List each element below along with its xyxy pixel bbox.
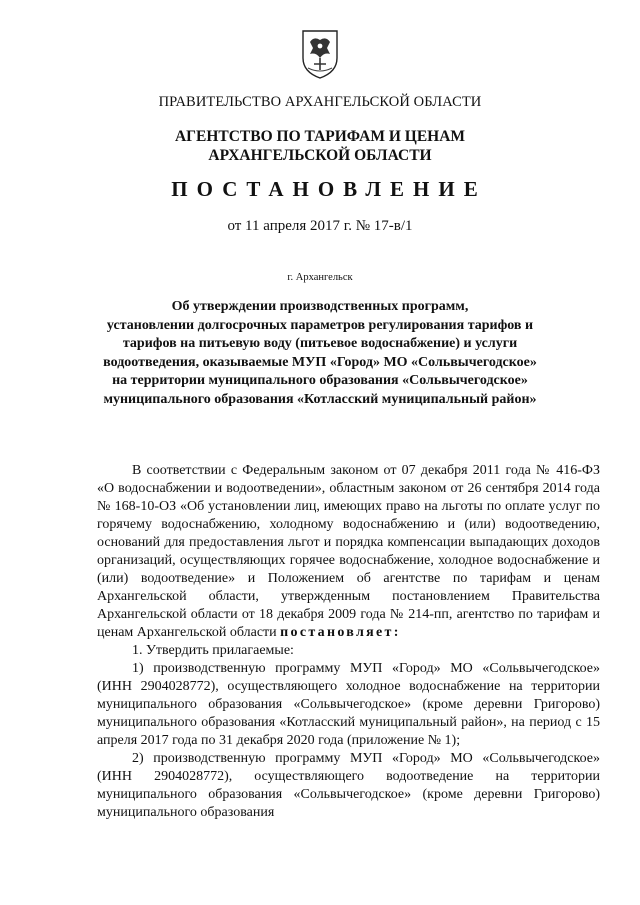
government-name: ПРАВИТЕЛЬСТВО АРХАНГЕЛЬСКОЙ ОБЛАСТИ: [158, 94, 482, 110]
preamble-paragraph: [97, 462, 600, 642]
document-subject: [40, 298, 600, 410]
item-1-subitem-1: 1) производственную программу МУП «Город» МО «Сольвычегодское» (ИНН 2904028772), осуществляющего холодное водоснабжение на территории муниципального образования «Сольвычегодское» (кроме деревни Григорово) муниципального образования «Котласский муниципальный район», на период с 15 апреля 2017 года по 31 декабря 2020 года (приложение № 1);: [97, 661, 600, 748]
subject-line: муниципального образования «Котласский муниципальный район»: [103, 391, 537, 407]
document-city: г. Архангельск: [287, 272, 353, 283]
subject-line: на территории муниципального образования «Сольвычегодское»: [112, 373, 528, 389]
agency-name-line2: АРХАНГЕЛЬСКОЙ ОБЛАСТИ: [208, 147, 432, 164]
subject-line: Об утверждении производственных программ,: [171, 299, 469, 314]
document-body: [97, 462, 600, 822]
subject-line: тарифов на питьевую воду (питьевое водоснабжение) и услуги: [122, 336, 518, 352]
item-1: 1. Утвердить прилагаемые:: [132, 643, 294, 658]
agency-name-line1: АГЕНТСТВО ПО ТАРИФАМ И ЦЕНАМ: [174, 128, 466, 145]
preamble-text: В соответствии с Федеральным законом от 07 декабря 2011 года № 416-ФЗ «О водоснабжении и водоотведении», областным законом от 26 сентября 2014 года № 168-10-ОЗ «Об установлении лиц, имеющих право на льготы по оплате услуг по горячему водоснабжению, холодному водоснабжению и (или) водоотведению, оснований для предоставления льгот и порядка компенсации выпадающих доходов организаций, осуществляющих горячее водоснабжение, холодное водоснабжение и (или) водоотведение» и Положением об агентстве по тарифам и ценам Архангельской области, утвержденным постановлением Правительства Архангельской области от 18 декабря 2009 года № 214-пп, агентство по тарифам и ценам Архангельской области: [97, 463, 600, 640]
document-type: ПОСТАНОВЛЕНИЕ: [171, 177, 487, 201]
subject-line: водоотведения, оказываемые МУП «Город» МО «Сольвычегодское»: [103, 354, 537, 370]
resolves-word: постановляет:: [280, 625, 401, 640]
subject-line: установлении долгосрочных параметров регулирования тарифов и: [106, 317, 534, 333]
coat-of-arms-icon: [300, 28, 340, 80]
document-date-number: от 11 апреля 2017 г. № 17-в/1: [227, 218, 413, 234]
agency-name: [40, 127, 600, 165]
item-1-subitem-2: 2) производственную программу МУП «Город» МО «Сольвычегодское» (ИНН 2904028772), осуществляющего водоотведение на территории муниципального образования «Сольвычегодское» (кроме деревни Григорово) муниципального образования: [97, 751, 600, 820]
